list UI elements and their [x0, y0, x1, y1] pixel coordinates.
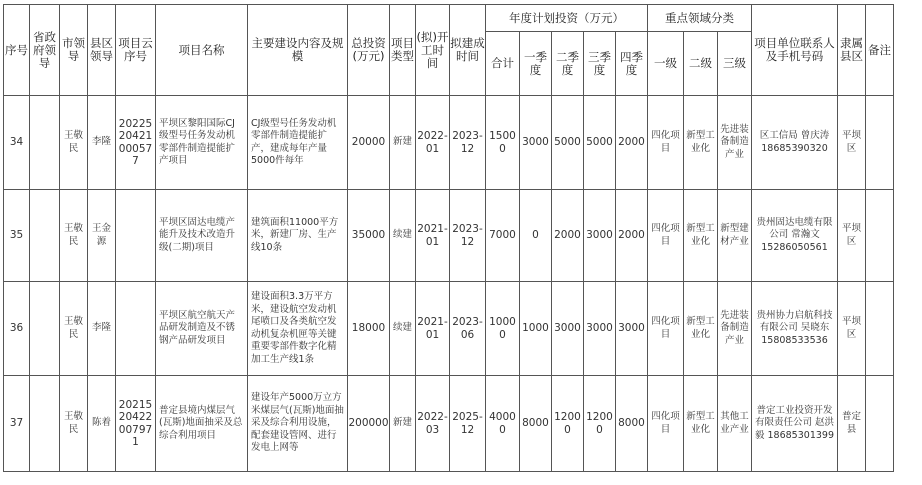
- cell-county-leader: 李隆: [88, 96, 116, 190]
- cell-total: 20000: [348, 96, 390, 190]
- header-name: 项目名称: [156, 5, 248, 96]
- header-field-group: 重点领域分类: [648, 5, 752, 32]
- cell-prov-leader: [30, 96, 60, 190]
- header-county-leader: 县区领导: [88, 5, 116, 96]
- cell-county-leader: 陈着: [88, 376, 116, 472]
- header-seq: 序号: [4, 5, 30, 96]
- cell-q4: 2000: [616, 96, 648, 190]
- cell-q4: 3000: [616, 282, 648, 376]
- cell-type: 续建: [390, 282, 416, 376]
- header-q1: 一季度: [520, 32, 552, 96]
- cell-end: 2023-12: [450, 190, 486, 282]
- cell-code: 2021520422007971: [116, 376, 156, 472]
- cell-name: 普定县境内煤层气(瓦斯)地面抽采及总综合利用项目: [156, 376, 248, 472]
- cell-city-leader: 王敬民: [60, 96, 88, 190]
- cell-l2: 新型工业化: [684, 190, 718, 282]
- table-row: [4, 282, 894, 376]
- cell-city-leader: 王敬民: [60, 376, 88, 472]
- cell-code: [116, 282, 156, 376]
- header-prov-leader: 省政府领导: [30, 5, 60, 96]
- cell-q3: 5000: [584, 96, 616, 190]
- header-end: 拟建成时间: [450, 5, 486, 96]
- cell-county-leader: 李隆: [88, 282, 116, 376]
- cell-q3: 3000: [584, 190, 616, 282]
- cell-l2: 新型工业化: [684, 376, 718, 472]
- cell-l1: 四化项目: [648, 376, 684, 472]
- cell-contact: 区工信局 曾庆涛 18685390320: [752, 96, 838, 190]
- cell-content: 建筑面积11000平方米，新建厂房、生产线10条: [248, 190, 348, 282]
- cell-start: 2021-01: [416, 282, 450, 376]
- cell-sum: 10000: [486, 282, 520, 376]
- header-total: 总投资(万元): [348, 5, 390, 96]
- cell-total: 18000: [348, 282, 390, 376]
- cell-seq: 37: [4, 376, 30, 472]
- cell-county: 平坝区: [838, 282, 866, 376]
- header-start: (拟)开工时间: [416, 5, 450, 96]
- header-l1: 一级: [648, 32, 684, 96]
- cell-contact: 贵州固达电缆有限公司 常瀚文 15286050561: [752, 190, 838, 282]
- cell-q1: 0: [520, 190, 552, 282]
- header-county: 隶属县区: [838, 5, 866, 96]
- cell-end: 2025-12: [450, 376, 486, 472]
- header-code: 项目云序号: [116, 5, 156, 96]
- cell-q4: 2000: [616, 190, 648, 282]
- cell-q4: 8000: [616, 376, 648, 472]
- table-row: [4, 376, 894, 472]
- cell-l2: 新型工业化: [684, 96, 718, 190]
- cell-type: 续建: [390, 190, 416, 282]
- header-annual-group: 年度计划投资（万元）: [486, 5, 648, 32]
- header-contact: 项目单位联系人及手机号码: [752, 5, 838, 96]
- header-q3: 三季度: [584, 32, 616, 96]
- cell-city-leader: 王敬民: [60, 282, 88, 376]
- cell-l2: 新型工业化: [684, 282, 718, 376]
- cell-end: 2023-06: [450, 282, 486, 376]
- cell-county: 普定县: [838, 376, 866, 472]
- header-note: 备注: [866, 5, 894, 96]
- cell-contact: 普定工业投资开发有限责任公司 赵洪毅 18685301399: [752, 376, 838, 472]
- header-sum: 合计: [486, 32, 520, 96]
- cell-county: 平坝区: [838, 96, 866, 190]
- cell-start: 2022-03: [416, 376, 450, 472]
- cell-l1: 四化项目: [648, 190, 684, 282]
- table-row: [4, 190, 894, 282]
- header-l2: 二级: [684, 32, 718, 96]
- cell-q2: 5000: [552, 96, 584, 190]
- cell-start: 2021-01: [416, 190, 450, 282]
- cell-end: 2023-12: [450, 96, 486, 190]
- cell-l1: 四化项目: [648, 282, 684, 376]
- cell-l3: 先进装备制造产业: [718, 96, 752, 190]
- cell-total: 200000: [348, 376, 390, 472]
- cell-content: 建设面积3.3万平方米，建设航空发动机尾喷口及各类航空发动机复杂机匣等关键重要零部件数字化精加工生产线1条: [248, 282, 348, 376]
- cell-q2: 12000: [552, 376, 584, 472]
- cell-code: [116, 190, 156, 282]
- header-l3: 三级: [718, 32, 752, 96]
- cell-q1: 1000: [520, 282, 552, 376]
- cell-code: 2022520421000577: [116, 96, 156, 190]
- cell-type: 新建: [390, 376, 416, 472]
- header-q2: 二季度: [552, 32, 584, 96]
- cell-name: 平坝区固达电缆产能升及技术改造升级(二期)项目: [156, 190, 248, 282]
- cell-county-leader: 王金源: [88, 190, 116, 282]
- cell-prov-leader: [30, 282, 60, 376]
- cell-content: 建设年产5000万立方米煤层气(瓦斯)地面抽采及综合利用设施，配套建设管网、进行发电上网等: [248, 376, 348, 472]
- cell-sum: 7000: [486, 190, 520, 282]
- cell-type: 新建: [390, 96, 416, 190]
- cell-sum: 15000: [486, 96, 520, 190]
- cell-seq: 36: [4, 282, 30, 376]
- cell-name: 平坝区黎阳国际CJ级型号任务发动机零部件制造提能扩产项目: [156, 96, 248, 190]
- header-city-leader: 市领导: [60, 5, 88, 96]
- cell-l1: 四化项目: [648, 96, 684, 190]
- header-type: 项目类型: [390, 5, 416, 96]
- cell-q1: 3000: [520, 96, 552, 190]
- cell-note: [866, 190, 894, 282]
- cell-county: 平坝区: [838, 190, 866, 282]
- cell-note: [866, 376, 894, 472]
- cell-total: 35000: [348, 190, 390, 282]
- cell-sum: 40000: [486, 376, 520, 472]
- cell-seq: 35: [4, 190, 30, 282]
- cell-prov-leader: [30, 190, 60, 282]
- table-body: [4, 96, 894, 472]
- project-table-wrapper: [3, 4, 894, 472]
- header-q4: 四季度: [616, 32, 648, 96]
- cell-name: 平坝区航空航天产品研发制造及不锈钢产品研发项目: [156, 282, 248, 376]
- cell-content: CJ级型号任务发动机零部件制造提能扩产，建成每年产量5000件每年: [248, 96, 348, 190]
- cell-l3: 新型建材产业: [718, 190, 752, 282]
- cell-q1: 8000: [520, 376, 552, 472]
- cell-seq: 34: [4, 96, 30, 190]
- table-row: [4, 96, 894, 190]
- cell-l3: 其他工业产业: [718, 376, 752, 472]
- cell-contact: 贵州协力启航科技有限公司 吴晓东 15808533536: [752, 282, 838, 376]
- cell-q2: 3000: [552, 282, 584, 376]
- cell-city-leader: 王敬民: [60, 190, 88, 282]
- project-table: [3, 4, 894, 472]
- cell-q3: 12000: [584, 376, 616, 472]
- cell-note: [866, 96, 894, 190]
- cell-start: 2022-01: [416, 96, 450, 190]
- cell-q3: 3000: [584, 282, 616, 376]
- cell-note: [866, 282, 894, 376]
- header-content: 主要建设内容及规模: [248, 5, 348, 96]
- cell-q2: 2000: [552, 190, 584, 282]
- cell-l3: 先进装备制造产业: [718, 282, 752, 376]
- cell-prov-leader: [30, 376, 60, 472]
